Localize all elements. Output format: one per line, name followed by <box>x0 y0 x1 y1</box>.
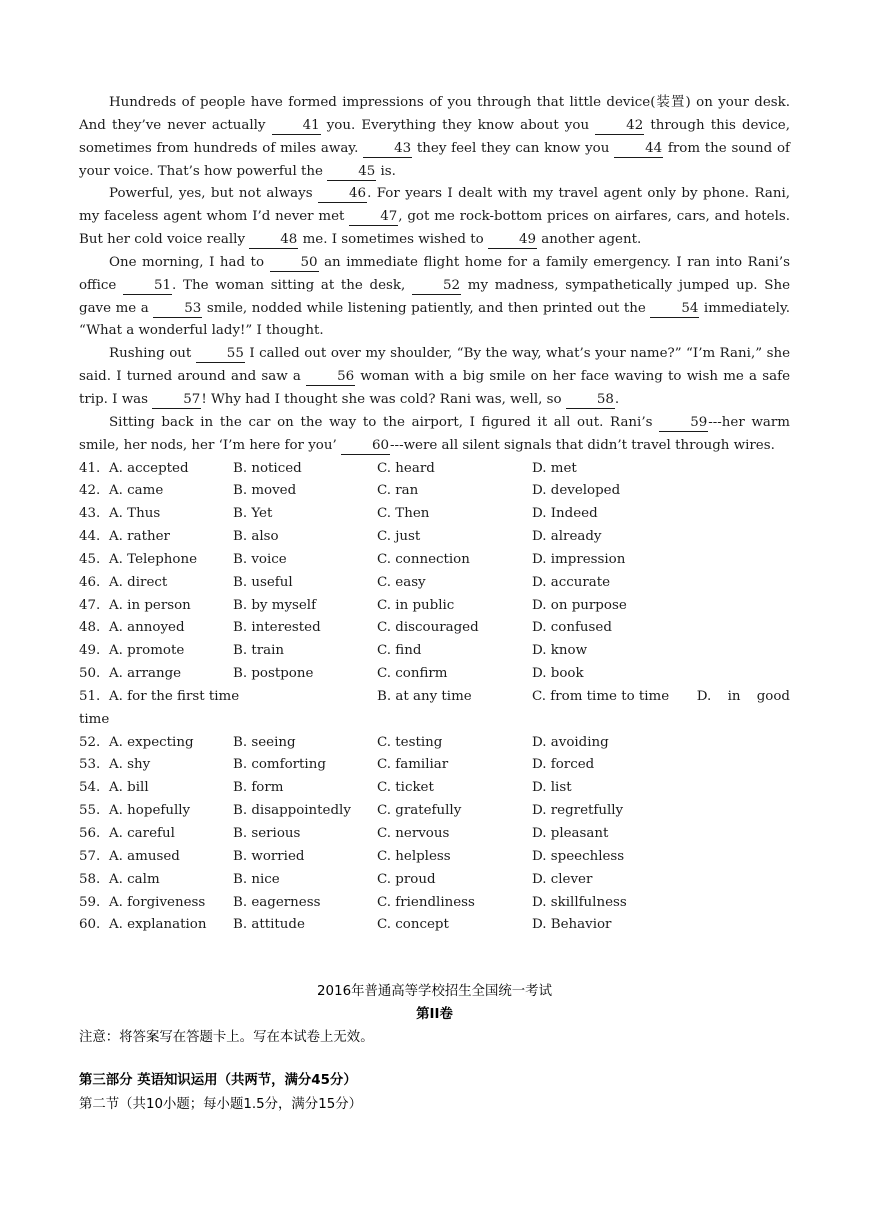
option-row-45 <box>79 549 790 572</box>
blank-51: 51 <box>123 277 172 295</box>
question-number: 47. <box>79 597 101 613</box>
volume-title: 第II卷 <box>416 1007 453 1022</box>
option-d: D. impression <box>532 551 626 567</box>
option-d: D. speechless <box>532 848 625 864</box>
option-c: C. concept <box>377 917 449 933</box>
option-b: B. postpone <box>233 666 314 682</box>
option-c: C. testing <box>377 734 443 750</box>
paragraph-4 <box>79 343 790 412</box>
option-c: C. familiar <box>377 757 449 773</box>
question-number: 42. <box>79 483 101 499</box>
blank-60: 60 <box>341 437 390 455</box>
option-a: A. shy <box>109 757 151 773</box>
option-a: A. calm <box>109 871 160 887</box>
blank-49: 49 <box>488 231 537 249</box>
option-d: D. avoiding <box>532 734 609 750</box>
text: through this device, sometimes from hundreds of miles away. <box>79 117 790 156</box>
option-row-58 <box>79 869 790 892</box>
question-number: 54. <box>79 780 101 796</box>
option-a: A. amused <box>109 848 180 864</box>
option-row-59 <box>79 892 790 915</box>
option-b: B. useful <box>233 574 293 590</box>
option-row-55 <box>79 800 790 823</box>
option-c: C. just <box>377 529 421 545</box>
paragraph-2 <box>79 183 790 252</box>
question-number: 48. <box>79 620 101 636</box>
text: ! Why had I thought she was cold? Rani was, well, so <box>201 391 566 407</box>
text: is. <box>376 163 396 179</box>
option-a: A. forgiveness <box>109 894 206 910</box>
blank-48: 48 <box>249 231 298 249</box>
cloze-passage <box>79 92 790 937</box>
option-c: C. connection <box>377 551 470 567</box>
section-heading: 第二节（共10小题；每小题1.5分，满分15分） <box>79 1097 363 1112</box>
text: ---were all silent signals that didn’t travel through wires. <box>390 437 775 453</box>
question-number: 56. <box>79 826 101 841</box>
blank-41: 41 <box>272 117 321 135</box>
options-list <box>79 458 790 938</box>
option-c: C. gratefully <box>377 803 462 819</box>
option-d: D. skillfulness <box>532 894 627 910</box>
question-number: 50. <box>79 666 101 682</box>
option-b: B. noticed <box>233 460 302 476</box>
blank-50: 50 <box>270 254 319 272</box>
question-number: 60. <box>79 917 101 933</box>
blank-57: 57 <box>152 391 201 409</box>
option-c: C. in public <box>377 597 455 613</box>
option-d: D. confused <box>532 620 612 636</box>
option-d: D. Indeed <box>532 506 598 522</box>
part-heading: 第三部分 英语知识运用（共两节，满分45分） <box>79 1073 357 1088</box>
question-number: 46. <box>79 574 101 590</box>
blank-59: 59 <box>659 414 708 432</box>
text: . <box>614 391 620 407</box>
option-b: B. Yet <box>233 506 273 522</box>
option-c: C. easy <box>377 574 426 590</box>
option-row-47 <box>79 595 790 618</box>
paragraph-1 <box>79 92 790 183</box>
option-b: B. disappointedly <box>233 803 351 819</box>
question-number: 59. <box>79 894 101 910</box>
option-c: C. ran <box>377 483 419 499</box>
option-b: B. voice <box>233 551 287 567</box>
option-b: B. interested <box>233 620 321 636</box>
option-c: C. confirm <box>377 666 448 682</box>
option-d: D. know <box>532 643 588 659</box>
option-a: A. expecting <box>109 734 194 750</box>
option-c: C. proud <box>377 871 436 887</box>
option-b: B. comforting <box>233 757 326 773</box>
option-a: A. accepted <box>109 460 189 476</box>
blank-42: 42 <box>595 117 644 135</box>
option-d: D. developed <box>532 483 621 499</box>
text: smile, nodded while listening patiently, and then printed out the <box>202 300 651 316</box>
question-number: 49. <box>79 643 101 659</box>
instruction-note: 注意：将答案写在答题卡上。写在本试卷上无效。 <box>79 1030 374 1045</box>
option-row-60 <box>79 914 790 937</box>
option-d: D. book <box>532 666 584 682</box>
text: immediately. “What a wonderful lady!” I thought. <box>79 300 790 339</box>
question-number: 58. <box>79 871 101 887</box>
option-a: A. promote <box>109 643 185 659</box>
option-a: A. Thus <box>109 506 161 522</box>
option-b: B. eagerness <box>233 894 321 910</box>
option-d: D. clever <box>532 871 593 887</box>
option-row-56 <box>79 823 790 846</box>
option-a: A. direct <box>109 574 168 590</box>
text: , got me rock-bottom prices on airfares, cars, and hotels. But her cold voice really <box>79 209 790 248</box>
option-b: B. form <box>233 780 284 796</box>
option-row-51 <box>79 686 790 732</box>
option-a: A. Telephone <box>109 551 198 567</box>
text: woman with a big smile on her face waving to wish me a safe trip. I was <box>79 369 791 407</box>
question-number: 44. <box>79 529 101 545</box>
text: Sitting back in the car on the way to the airport, I figured it all out. Rani’s <box>109 414 660 430</box>
text: . The woman sitting at the desk, <box>172 277 413 293</box>
option-c: C. discouraged <box>377 620 479 636</box>
option-c: C. from time to time <box>532 688 670 704</box>
question-number: 41. <box>79 460 101 476</box>
option-b: B. seeing <box>233 734 296 750</box>
exam-section-header <box>79 980 790 1117</box>
question-number: 53. <box>79 757 101 773</box>
option-row-54 <box>79 777 790 800</box>
text: . For years I dealt with my travel agent only by phone. Rani, my faceless agent whom I’d never met <box>79 186 790 225</box>
option-c: C. find <box>377 643 422 659</box>
text: ---her warm smile, her nods, her ‘I’m here for you’ <box>79 414 791 453</box>
option-c: C. Then <box>377 506 430 522</box>
option-a: A. in person <box>109 597 191 613</box>
text: Rushing out <box>109 346 196 362</box>
option-a: A. hopefully <box>109 803 191 819</box>
text: my madness, sympathetically jumped up. She gave me a <box>79 277 790 316</box>
text: I called out over my shoulder, “By the way, what’s your name?” “I’m Rani,” she said. I turned around and saw a <box>79 346 790 385</box>
blank-53: 53 <box>153 300 202 318</box>
option-d-continuation: time <box>79 711 110 727</box>
blank-58: 58 <box>566 391 615 409</box>
option-b: B. serious <box>233 826 301 841</box>
text: an immediate flight home for a family emergency. I ran into Rani’s office <box>79 254 790 293</box>
text: from the sound of your voice. That’s how powerful the <box>79 140 790 179</box>
text: they feel they can know you <box>412 140 615 156</box>
option-b: B. also <box>233 529 279 545</box>
option-a: A. rather <box>109 529 170 545</box>
blank-44: 44 <box>614 140 663 158</box>
option-a: A. bill <box>109 780 149 796</box>
option-d: D. on purpose <box>532 597 627 613</box>
option-d: D. list <box>532 780 572 796</box>
option-c: C. ticket <box>377 780 434 796</box>
option-row-57 <box>79 846 790 869</box>
option-row-53 <box>79 754 790 777</box>
exam-title: 2016年普通高等学校招生全国统一考试 <box>317 984 552 999</box>
option-b: B. train <box>233 643 285 659</box>
question-number: 55. <box>79 803 101 819</box>
text: another agent. <box>536 232 642 248</box>
option-b: B. by myself <box>233 597 317 613</box>
question-number: 57. <box>79 848 101 864</box>
option-b: B. attitude <box>233 917 305 933</box>
paragraph-5 <box>79 412 790 458</box>
blank-55: 55 <box>196 345 245 363</box>
option-c: C. friendliness <box>377 894 475 910</box>
blank-45: 45 <box>327 163 376 181</box>
option-row-51-line <box>79 686 790 709</box>
option-d: D. regretfully <box>532 803 624 819</box>
option-d: D. forced <box>532 757 595 773</box>
option-row-52 <box>79 732 790 755</box>
paragraph-3 <box>79 252 790 343</box>
text: Hundreds of people have formed impressions of you through that little device(装置) on your desk. And they’ve never actually <box>79 95 790 133</box>
option-a: A. arrange <box>109 666 182 682</box>
text: One morning, I had to <box>109 254 270 270</box>
text: me. I sometimes wished to <box>298 232 488 248</box>
text: Powerful, yes, but not always <box>109 186 319 202</box>
question-number: 51. <box>79 688 101 704</box>
option-d: D. accurate <box>532 574 611 590</box>
option-d: D. already <box>532 529 602 545</box>
option-d: D. Behavior <box>532 917 612 933</box>
option-d: D. pleasant <box>532 826 609 841</box>
option-row-49 <box>79 640 790 663</box>
option-d: D. met <box>532 460 577 476</box>
option-row-48 <box>79 617 790 640</box>
option-d: D. in good <box>696 688 790 704</box>
option-row-41 <box>79 458 790 481</box>
option-row-44 <box>79 526 790 549</box>
blank-52: 52 <box>412 277 461 295</box>
blank-56: 56 <box>306 368 355 386</box>
option-row-50 <box>79 663 790 686</box>
option-a: A. came <box>109 483 164 499</box>
blank-54: 54 <box>650 300 699 318</box>
option-row-43 <box>79 503 790 526</box>
option-c: C. nervous <box>377 826 450 841</box>
question-number: 45. <box>79 551 101 567</box>
option-b: B. moved <box>233 483 297 499</box>
option-a: A. annoyed <box>109 620 185 636</box>
option-c: C. helpless <box>377 848 451 864</box>
blank-46: 46 <box>318 185 367 203</box>
option-b: B. at any time <box>377 688 472 704</box>
option-b: B. nice <box>233 871 280 887</box>
option-b: B. worried <box>233 848 305 864</box>
option-a: A. explanation <box>109 917 207 933</box>
blank-47: 47 <box>349 208 398 226</box>
text: you. Everything they know about you <box>320 117 596 133</box>
option-c: C. heard <box>377 460 435 476</box>
option-a: A. careful <box>109 826 175 841</box>
option-a: A. for the first time <box>109 688 240 704</box>
option-row-46 <box>79 572 790 595</box>
blank-43: 43 <box>363 140 412 158</box>
option-row-42 <box>79 480 790 503</box>
question-number: 52. <box>79 734 101 750</box>
question-number: 43. <box>79 506 101 522</box>
